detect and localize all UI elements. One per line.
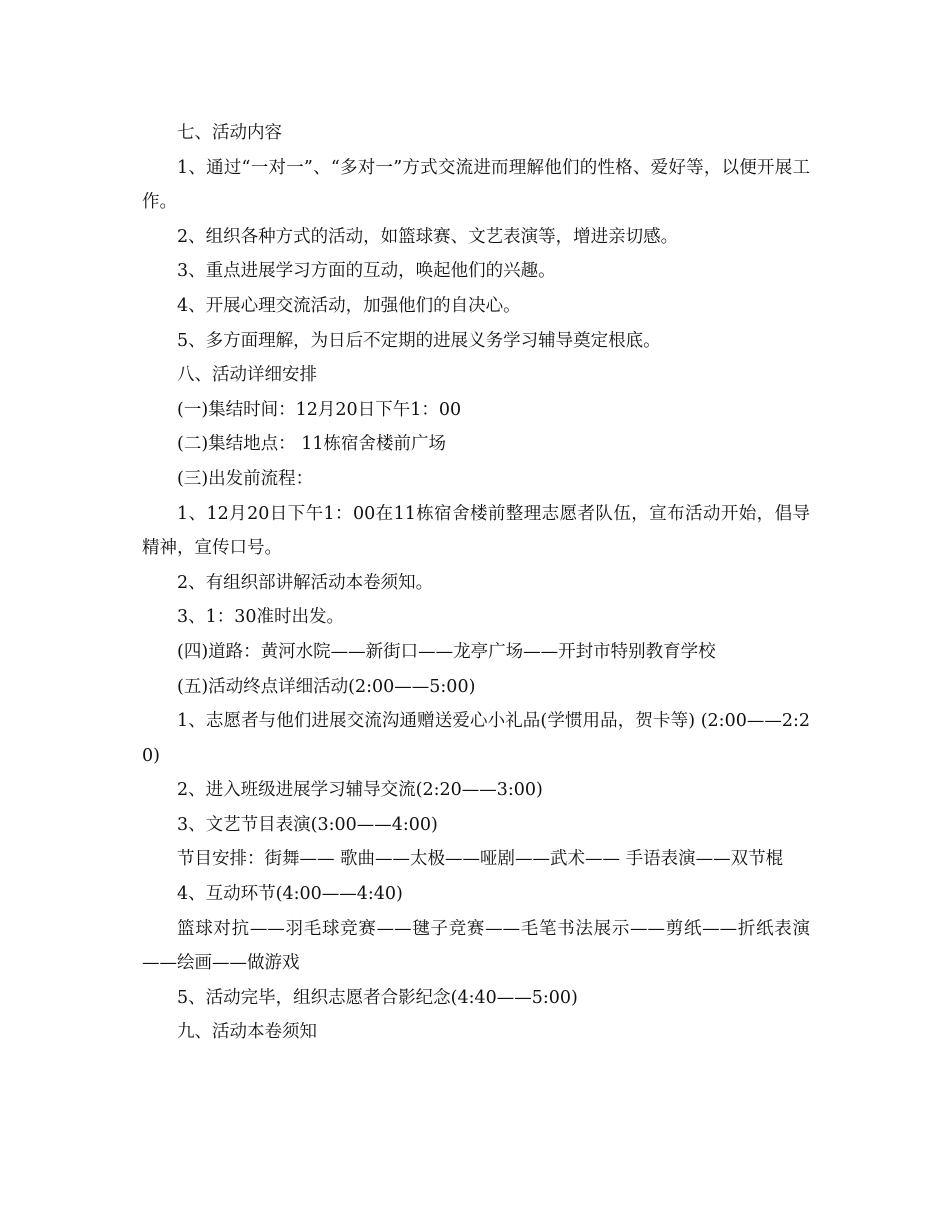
section-heading-notes: 九、活动本卷须知 — [177, 1022, 317, 1043]
paragraph: 3、重点进展学习方面的互动，唤起他们的兴趣。 — [177, 261, 556, 282]
paragraph: 2、有组织部讲解活动本卷须知。 — [177, 572, 434, 593]
paragraph: 1、志愿者与他们进展交流沟通赠送爱心小礼品(学惯用品，贺卡等) (2:00——2:20) — [142, 711, 810, 766]
section-heading-activity-content: 七、活动内容 — [177, 123, 282, 143]
paragraph: 5、多方面理解，为日后不定期的进展义务学习辅导奠定根底。 — [177, 330, 661, 351]
paragraph: 3、1：30准时出发。 — [177, 607, 345, 628]
document-body — [142, 116, 810, 1050]
section-heading-schedule: 八、活动详细安排 — [177, 365, 317, 386]
paragraph: 2、进入班级进展学习辅导交流(2:20——3:00) — [177, 780, 543, 801]
paragraph: 4、开展心理交流活动，加强他们的自决心。 — [177, 295, 521, 316]
paragraph: 节目安排：街舞—— 歌曲——太极——哑剧——武术—— 手语表演——双节棍 — [177, 849, 784, 870]
paragraph: 3、文艺节目表演(3:00——4:00) — [177, 814, 438, 835]
paragraph: (一)集结时间：12月20日下午1：00 — [177, 399, 462, 420]
paragraph: (五)活动终点详细活动(2:00——5:00) — [177, 676, 476, 697]
paragraph: (三)出发前流程： — [177, 468, 314, 489]
paragraph: 4、互动环节(4:00——4:40) — [177, 884, 403, 905]
paragraph: (四)道路：黄河水院——新街口——龙亭广场——开封市特别教育学校 — [177, 641, 716, 662]
paragraph: 2、组织各种方式的活动，如篮球赛、文艺表演等，增进亲切感。 — [177, 226, 679, 247]
paragraph: (二)集结地点： 11栋宿舍楼前广场 — [177, 434, 446, 455]
paragraph: 5、活动完毕，组织志愿者合影纪念(4:40——5:00) — [177, 987, 578, 1008]
paragraph: 1、12月20日下午1：00在11栋宿舍楼前整理志愿者队伍，宣布活动开始，倡导精神，宣传口号。 — [142, 503, 810, 559]
paragraph: 1、通过“一对一”、“多对一”方式交流进而理解他们的性格、爱好等，以便开展工作。 — [142, 157, 810, 213]
paragraph: 篮球对抗——羽毛球竞赛——毽子竞赛——毛笔书法展示——剪纸——折纸表演——绘画——做游戏 — [142, 918, 810, 974]
